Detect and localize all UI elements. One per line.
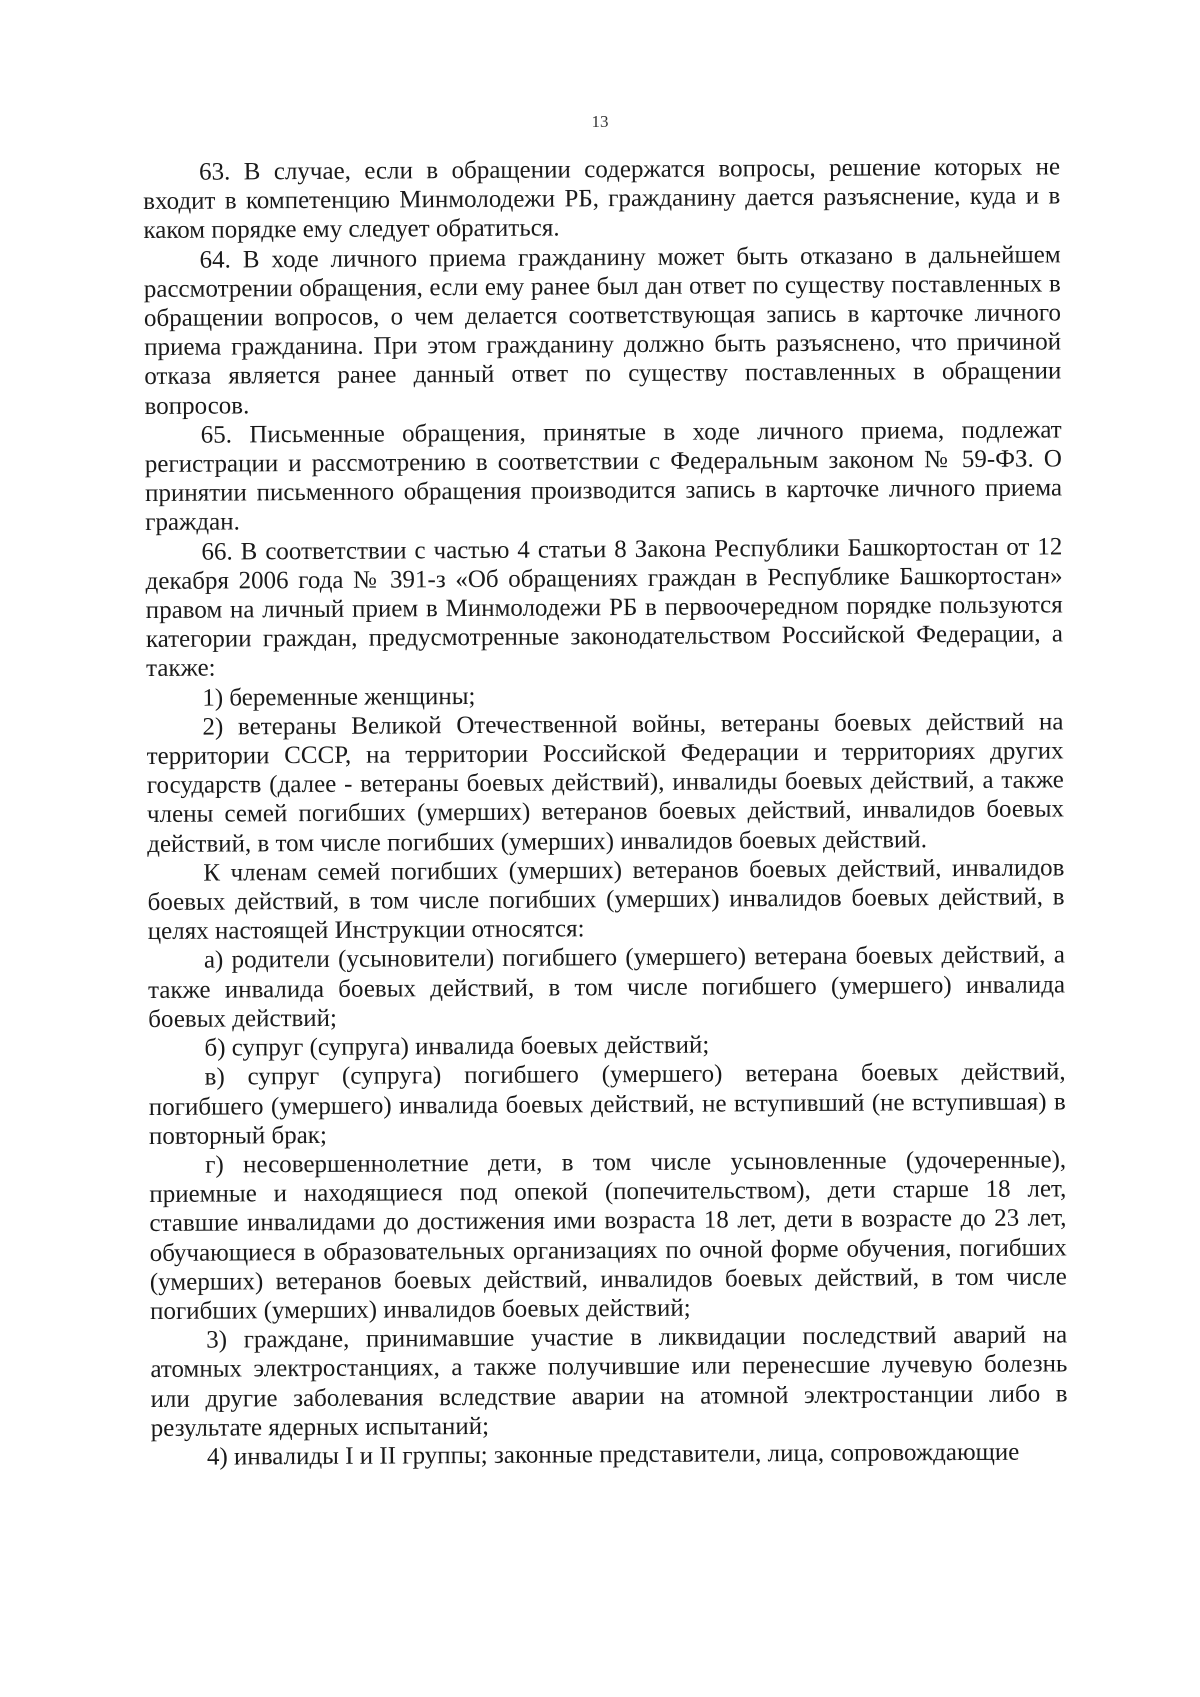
document-body (143, 152, 1068, 1472)
page-number: 13 (591, 112, 609, 131)
sub-item-b: б) супруг (супруга) инвалида боевых действий; (204, 1031, 710, 1062)
list-item-2: 2) ветераны Великой Отечественной войны, ветераны боевых действий на территории СССР, на территории Российской Федерации и территориях других государств (далее - ветераны боевых действий), инвалиды боевых действий, а также члены семей погибших (умерших) ветеранов боевых действий, инвалидов боевых действий, в том числе погибших (умерших) инвалидов боевых действий. (146, 708, 1065, 858)
sub-item-a: а) родители (усыновители) погибшего (умершего) ветерана боевых действий, а также инвалида боевых действий, в том числе погибшего (умершего) инвалида боевых действий; (148, 941, 1066, 1033)
list-item-4: 4) инвалиды I и II группы; законные представители, лица, сопровождающие (206, 1438, 1020, 1471)
paragraph-66: 66. В соответствии с частью 4 статьи 8 Закона Республики Башкортостан от 12 декабря 2006 года № 391-з «Об обращениях граждан в Республике Башкортостан» правом на личный прием в Минмолодежи РБ в первоочередном порядке пользуются категории граждан, предусмотренные законодательством Российской Федерации, а также: (145, 533, 1064, 683)
list-item-1: 1) беременные женщины; (202, 682, 476, 712)
sub-item-g: г) несовершеннолетние дети, в том числе усыновленные (удочеренные), приемные и находящиеся под опекой (попечительством), дети старше 18 лет, ставшие инвалидами до достижения ими возраста 18 лет, дети в возрасте до 23 лет, обучающиеся в образовательных организациях по очной форме обучения, погибших (умерших) ветеранов боевых действий, инвалидов боевых действий, в том числе погибших (умерших) инвалидов боевых действий; (149, 1146, 1067, 1325)
sub-item-v: в) супруг (супруга) погибшего (умершего) ветерана боевых действий, погибшего (умершего) инвалида боевых действий, не вступивший (не вступившая) в повторный брак; (148, 1058, 1066, 1150)
paragraph-64: 64. В ходе личного приема гражданину может быть отказано в дальнейшем рассмотрении обращения, если ему ранее был дан ответ по существу поставленных в обращении вопросов, о чем делается соответствующая запись в карточке личного приема гражданина. При этом гражданину должно быть разъяснено, что причиной отказа является ранее данный ответ по существу поставленных в обращении вопросов. (143, 241, 1062, 420)
paragraph-65: 65. Письменные обращения, принятые в ходе личного приема, подлежат регистрации и рассмотрению в соответствии с Федеральным законом № 59-ФЗ. О принятии письменного обращения производится запись в карточке личного приема граждан. (144, 416, 1063, 537)
family-members-intro: К членам семей погибших (умерших) ветеранов боевых действий, инвалидов боевых действий, в том числе погибших (умерших) инвалидов боевых действий, в целях настоящей Инструкции относятся: (147, 854, 1065, 946)
list-item-3: 3) граждане, принимавшие участие в ликвидации последствий аварий на атомных электростанциях, а также получившие или перенесшие лучевую болезнь или другие заболевания вследствие аварии на атомной электростанции либо в результате ядерных испытаний; (150, 1321, 1068, 1442)
paragraph-63: 63. В случае, если в обращении содержатся вопросы, решение которых не входит в компетенцию Минмолодежи РБ, гражданину дается разъяснение, куда и в каком порядке ему следует обратиться. (143, 153, 1061, 245)
